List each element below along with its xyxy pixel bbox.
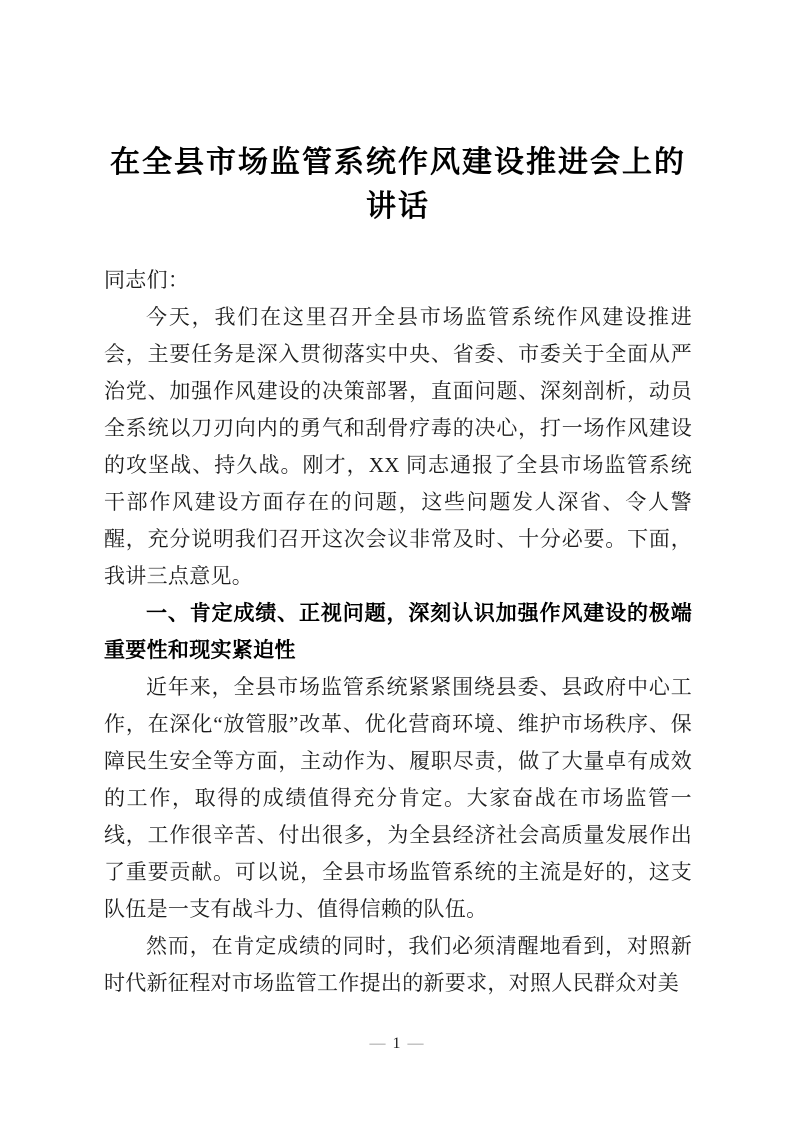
- footer-dash-left: —: [369, 1035, 386, 1052]
- page-footer: [0, 1032, 793, 1056]
- page-number: 1: [392, 1035, 401, 1052]
- paragraph-problems-truncated: 然而，在肯定成绩的同时，我们必须清醒地看到，对照新时代新征程对市场监管工作提出的新要求，对照人民群众对美: [104, 934, 692, 995]
- salutation: 同志们：: [104, 268, 190, 292]
- footer-dash-right: —: [407, 1035, 424, 1052]
- document-title: 在全县市场监管系统作风建设推进会上的讲话: [110, 146, 686, 223]
- paragraph-opening: 今天，我们在这里召开全县市场监管系统作风建设推进会，主要任务是深入贯彻落实中央、省委、市委关于全面从严治党、加强作风建设的决策部署，直面问题、深刻剖析，动员全系统以刀刃向内的勇气和刮骨疗毒的决心，打一场作风建设的攻坚战、持久战。刚才，XX 同志通报了全县市场监管系统干部作风建设方面存在的问题，这些问题发人深省、令人警醒，充分说明我们召开这次会议非常及时、十分必要。下面，我讲三点意见。: [104, 305, 692, 588]
- paragraph-achievements: 近年来，全县市场监管系统紧紧围绕县委、县政府中心工作，在深化“放管服”改革、优化营商环境、维护市场秩序、保障民生安全等方面，主动作为、履职尽责，做了大量卓有成效的工作，取得的成绩值得充分肯定。大家奋战在市场监管一线，工作很辛苦、付出很多，为全县经济社会高质量发展作出了重要贡献。可以说，全县市场监管系统的主流是好的，这支队伍是一支有战斗力、值得信赖的队伍。: [104, 675, 692, 921]
- document-body: [104, 262, 692, 1002]
- section-heading-1: 一、肯定成绩、正视问题，深刻认识加强作风建设的极端重要性和现实紧迫性: [104, 601, 692, 662]
